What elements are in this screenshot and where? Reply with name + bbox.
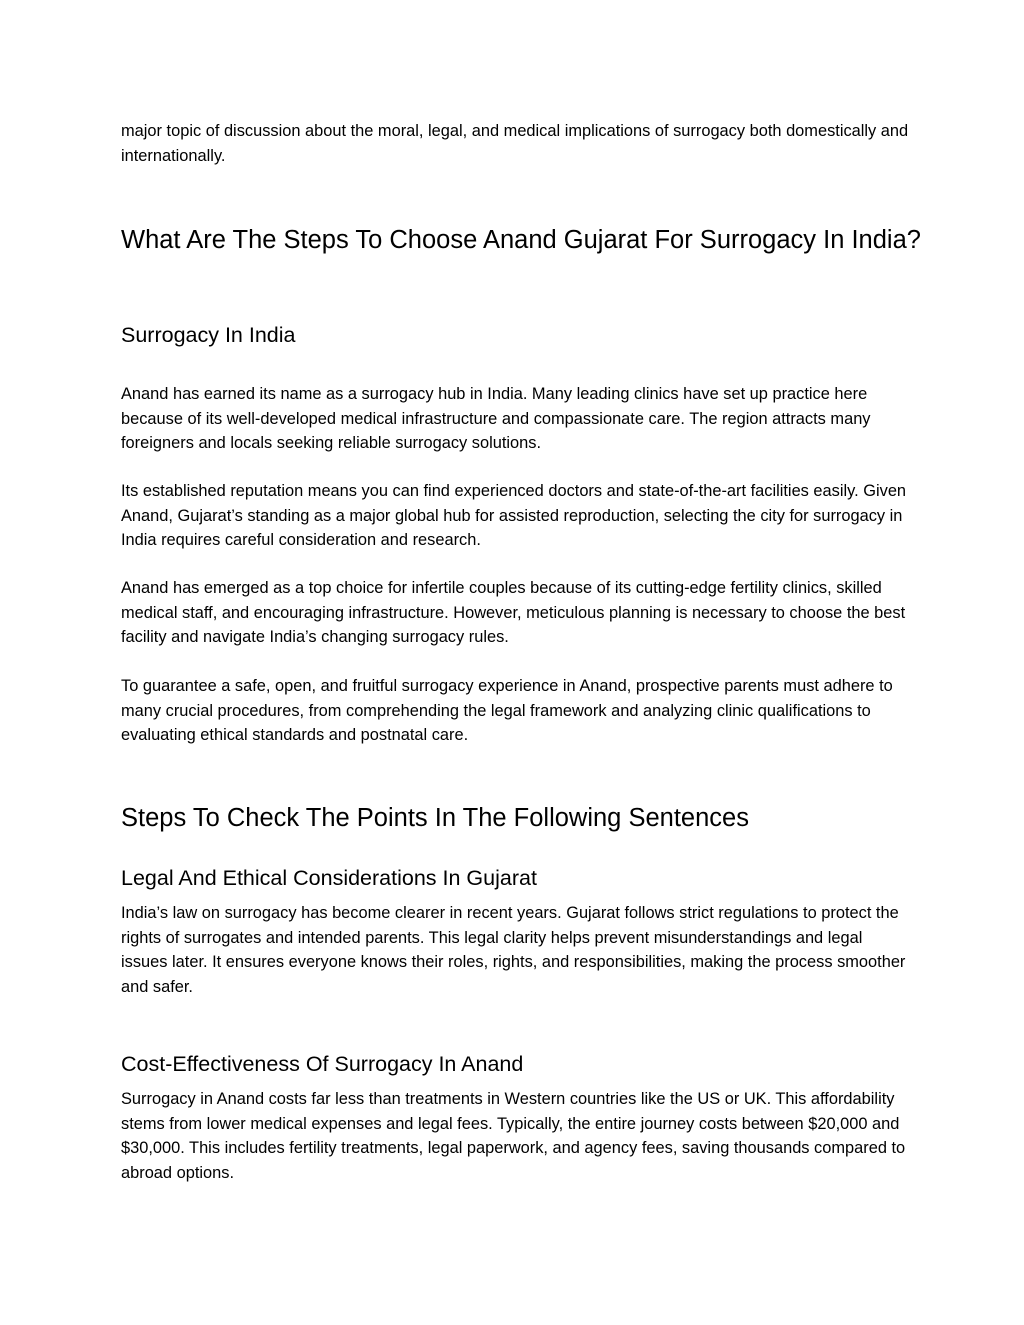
paragraph-guarantee: To guarantee a safe, open, and fruitful surrogacy experience in Anand, prospective parents must adhere to many crucial procedures, from comprehending the legal framework and analyzing clinic qualifications to evaluating ethical standards and postnatal care. [121,677,893,744]
paragraph-cost-effectiveness: Surrogacy in Anand costs far less than treatments in Western countries like the US or UK. This affordability stems from lower medical expenses and legal fees. Typically, the entire journey costs between $20,000 and $30,000. This includes fertility treatments, legal paperwork, and agency fees, saving thousands compared to abroad options. [121,1090,906,1182]
paragraph-anand-hub: Anand has earned its name as a surrogacy hub in India. Many leading clinics have set up practice here because of its well-developed medical infrastructure and compassionate care. The region attracts many foreigners and locals seeking reliable surrogacy solutions. [121,385,871,452]
paragraph-reputation: Its established reputation means you can find experienced doctors and state-of-the-art facilities easily. Given Anand, Gujarat’s standing as a major global hub for assisted reproduction, selecting the city for surrogacy in India requires careful consideration and research. [121,482,907,549]
heading-steps-check: Steps To Check The Points In The Following Sentences [121,804,749,832]
heading-surrogacy-in-india: Surrogacy In India [121,323,296,347]
paragraph-legal-ethical: India’s law on surrogacy has become clearer in recent years. Gujarat follows strict regulations to protect the rights of surrogates and intended parents. This legal clarity helps prevent misunderstandings and legal issues later. It ensures everyone knows their roles, rights, and responsibilities, making the process smoother and safer. [121,904,906,996]
paragraph-top-choice: Anand has emerged as a top choice for infertile couples because of its cutting-edge fertility clinics, skilled medical staff, and encouraging infrastructure. However, meticulous planning is necessary to choose the best facility and navigate India’s changing surrogacy rules. [121,579,906,646]
intro-paragraph: major topic of discussion about the moral, legal, and medical implications of surrogacy both domestically and internationally. [121,122,909,165]
heading-legal-ethical: Legal And Ethical Considerations In Gujarat [121,866,537,890]
heading-cost-effectiveness: Cost-Effectiveness Of Surrogacy In Anand [121,1052,524,1076]
heading-steps-choose: What Are The Steps To Choose Anand Gujarat For Surrogacy In India? [121,226,921,254]
